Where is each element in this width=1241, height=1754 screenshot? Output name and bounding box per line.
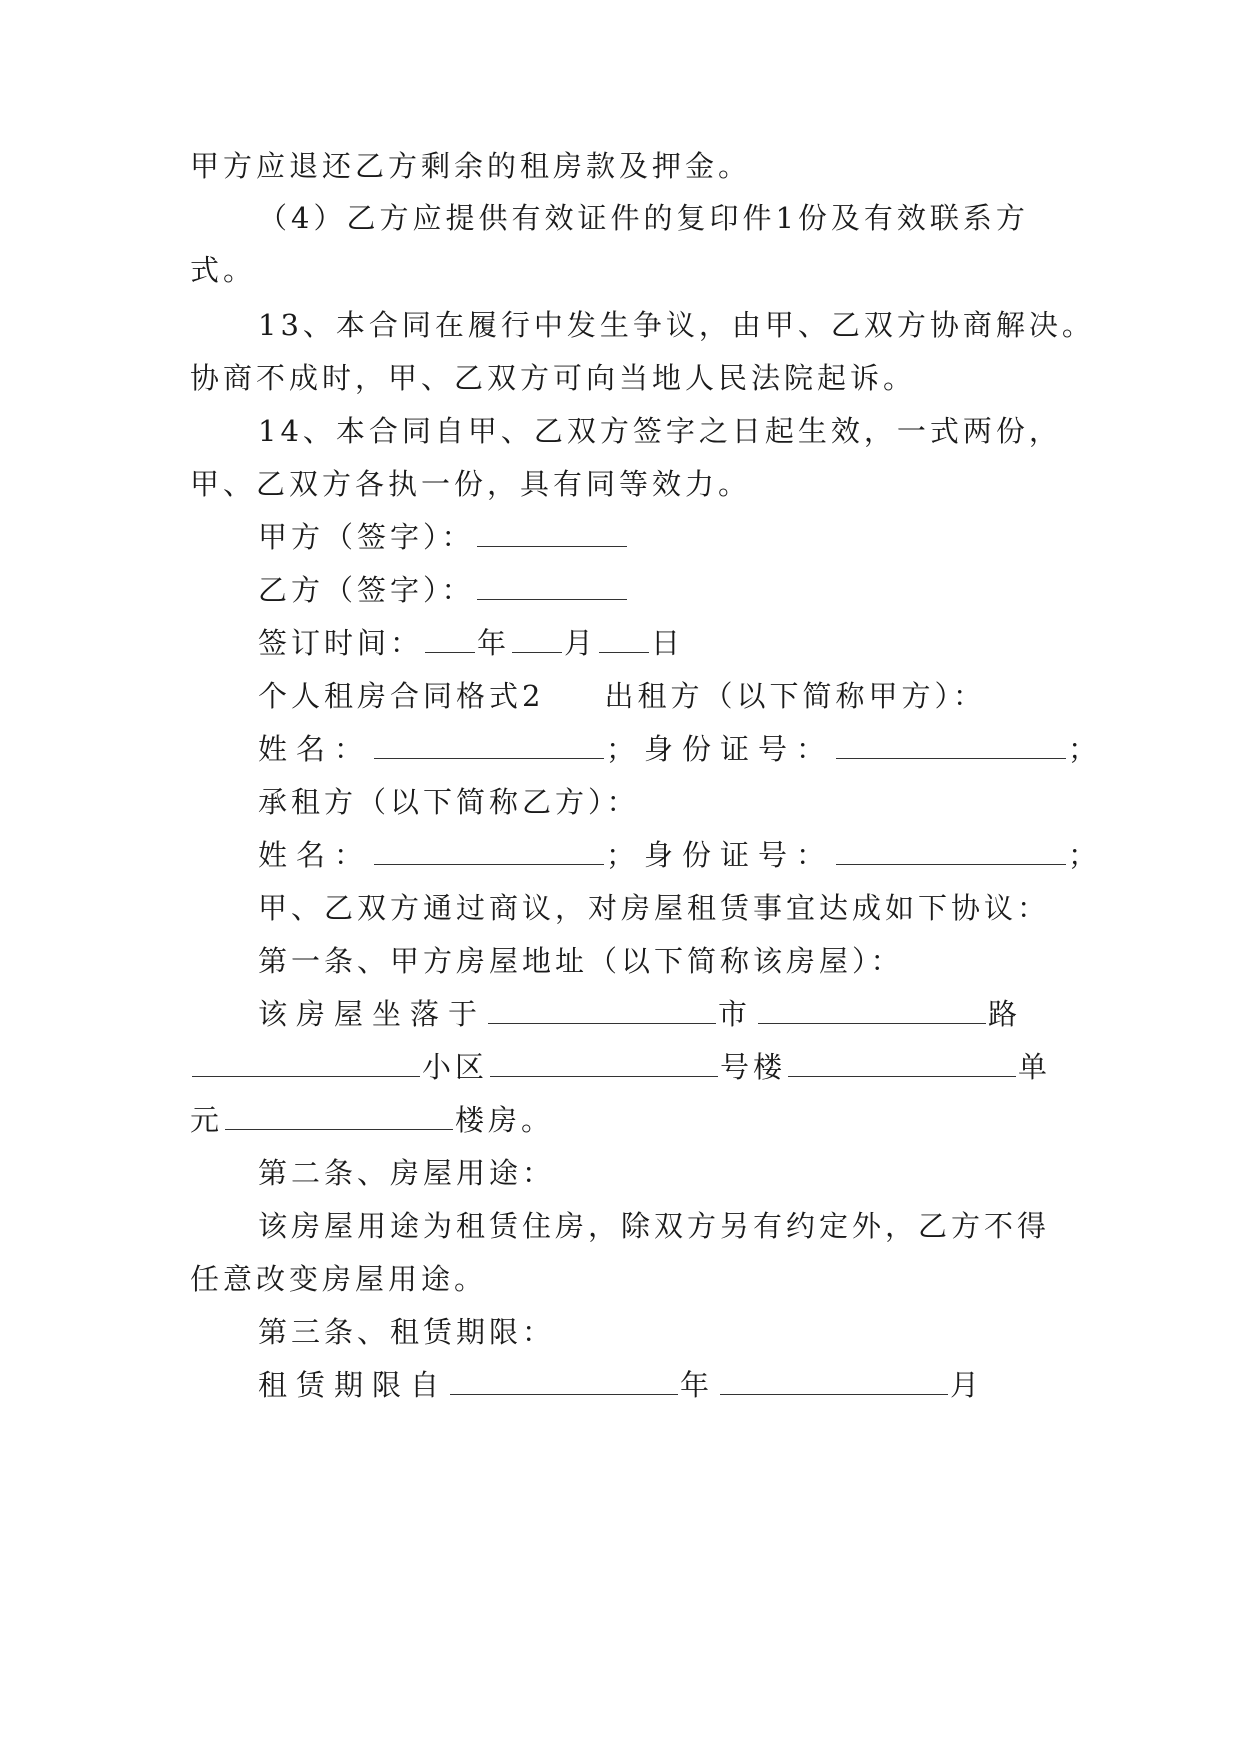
address-line-1: [258, 994, 1118, 1034]
party-a-signature-label: 甲方（签字）：: [258, 520, 475, 554]
month-label: 月: [950, 1368, 989, 1402]
lessee-info-line: [258, 835, 1118, 875]
signing-month-field[interactable]: [512, 626, 562, 653]
lessee-name-label: 姓名：: [258, 838, 373, 872]
refund-clause-end: 甲方应退还乙方剩余的租房款及押金。: [190, 149, 752, 183]
text-line: [258, 198, 1118, 238]
address-city-field[interactable]: [488, 997, 716, 1024]
lease-term-label: 租赁期限自: [258, 1368, 449, 1402]
address-community-field[interactable]: [192, 1050, 420, 1077]
text-line: [258, 1206, 1118, 1246]
floor-label: 楼房。: [455, 1103, 555, 1137]
unit-label-end: 元: [190, 1103, 224, 1137]
format-2-title: 个人租房合同格式2: [258, 679, 545, 713]
address-unit-field[interactable]: [788, 1050, 1016, 1077]
lessor-id-field[interactable]: [836, 732, 1066, 759]
text-line: [258, 411, 1118, 451]
lessor-heading: 出租方（以下简称甲方）：: [604, 679, 986, 713]
community-label: 小区: [422, 1050, 489, 1084]
article-1-heading: 第一条、甲方房屋地址（以下简称该房屋）：: [258, 944, 904, 978]
party-b-signature-field[interactable]: [477, 573, 627, 600]
lessee-heading: 承租方（以下简称乙方）：: [258, 785, 640, 819]
year-label: 年: [680, 1368, 719, 1402]
month-label: 月: [564, 626, 598, 660]
lease-term-line: [258, 1365, 1118, 1405]
separator: ；: [1068, 838, 1107, 872]
text-line: [190, 464, 1050, 504]
signing-date-line: [258, 623, 1118, 663]
address-line-2: [190, 1047, 1050, 1087]
clause-14-text: 14、本合同自甲、乙双方签字之日起生效，一式两份，: [258, 414, 1062, 448]
building-label: 号楼: [720, 1050, 787, 1084]
address-located-label: 该房屋坐落于: [258, 997, 487, 1031]
text-line: [258, 888, 1118, 928]
article-2-heading: 第二条、房屋用途：: [258, 1156, 556, 1190]
lessor-info-line: [258, 729, 1118, 769]
address-building-field[interactable]: [490, 1050, 718, 1077]
lease-start-year-field[interactable]: [450, 1368, 678, 1395]
road-label: 路: [988, 997, 1027, 1031]
lessee-name-field[interactable]: [374, 838, 604, 865]
text-line: [190, 1259, 1050, 1299]
signing-date-label: 签订时间：: [258, 626, 424, 660]
text-line: [258, 782, 1118, 822]
unit-label: 单: [1018, 1050, 1052, 1084]
clause-13-end: 协商不成时，甲、乙双方可向当地人民法院起诉。: [190, 361, 917, 395]
text-line: [258, 1153, 1118, 1193]
address-road-field[interactable]: [758, 997, 986, 1024]
party-a-signature-line: [258, 517, 1118, 557]
address-floor-field[interactable]: [225, 1103, 453, 1130]
lease-start-month-field[interactable]: [720, 1368, 948, 1395]
text-line: [190, 146, 1050, 186]
city-label: 市: [718, 997, 757, 1031]
article-3-heading: 第三条、租赁期限：: [258, 1315, 556, 1349]
party-b-signature-label: 乙方（签字）：: [258, 573, 475, 607]
lessee-id-field[interactable]: [836, 838, 1066, 865]
signing-day-field[interactable]: [599, 626, 649, 653]
agreement-intro: 甲、乙双方通过商议，对房屋租赁事宜达成如下协议：: [258, 891, 1051, 925]
party-a-signature-field[interactable]: [477, 520, 627, 547]
clause-13-text: 13、本合同在履行中发生争议，由甲、乙双方协商解决。: [258, 308, 1095, 342]
year-label: 年: [477, 626, 511, 660]
signing-year-field[interactable]: [425, 626, 475, 653]
separator: ；: [1068, 732, 1107, 766]
clause-4-end: 式。: [190, 253, 257, 287]
text-line: [190, 358, 1050, 398]
text-line: [258, 1312, 1118, 1352]
article-2-end: 任意改变房屋用途。: [190, 1262, 488, 1296]
text-line: [258, 676, 1118, 716]
clause-14-end: 甲、乙双方各执一份，具有同等效力。: [190, 467, 752, 501]
text-line: [258, 941, 1118, 981]
lessor-id-label: ；身份证号：: [606, 732, 835, 766]
party-b-signature-line: [258, 570, 1118, 610]
lessor-name-field[interactable]: [374, 732, 604, 759]
lessor-name-label: 姓名：: [258, 732, 373, 766]
article-2-text: 该房屋用途为租赁住房，除双方另有约定外，乙方不得: [258, 1209, 1051, 1243]
lessee-id-label: ；身份证号：: [606, 838, 835, 872]
day-label: 日: [651, 626, 685, 660]
address-line-3: [190, 1100, 1050, 1140]
text-line: [190, 250, 1050, 290]
text-line: [258, 305, 1118, 345]
clause-4-text: （4）乙方应提供有效证件的复印件1份及有效联系方: [258, 201, 1029, 235]
